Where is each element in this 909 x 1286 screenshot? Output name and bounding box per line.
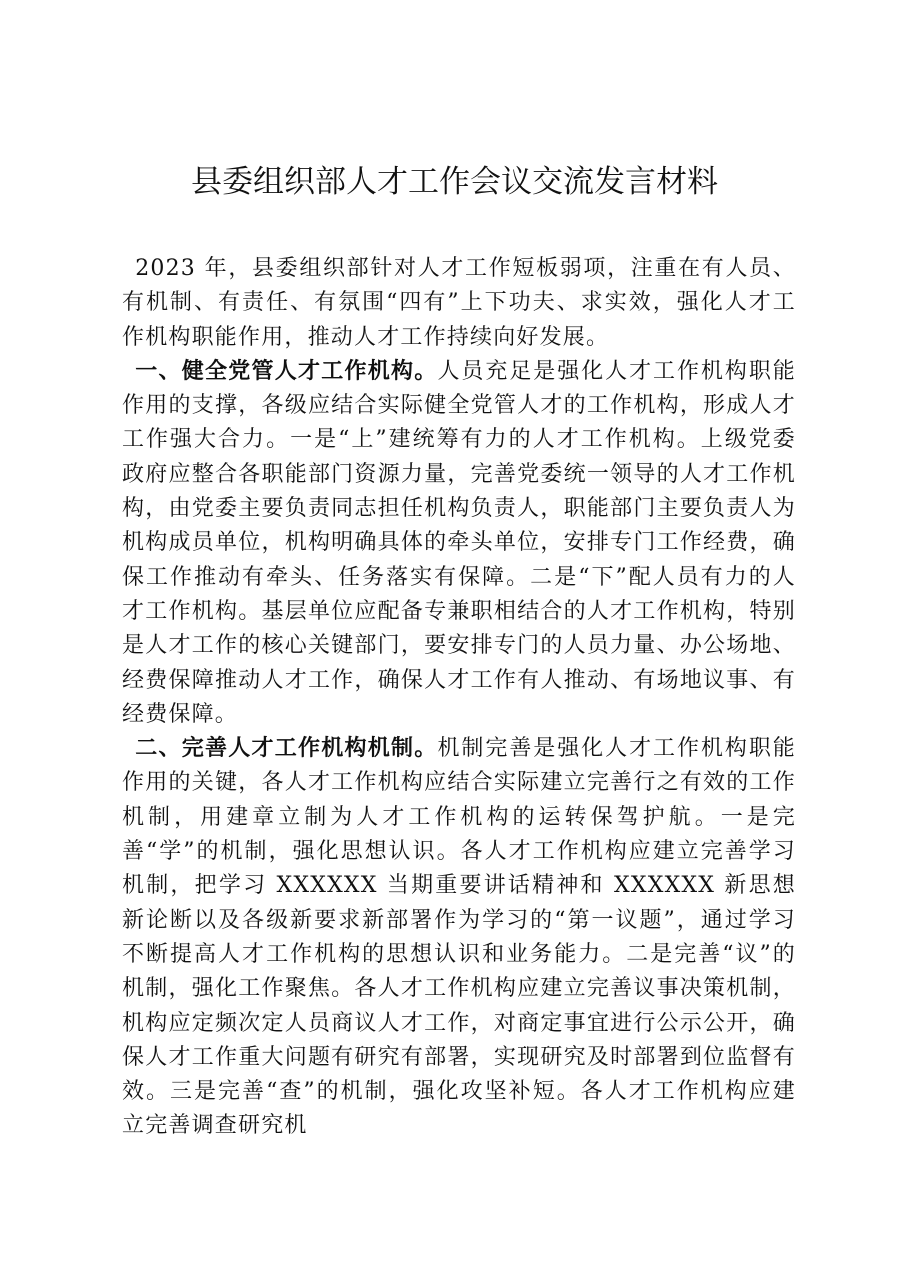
- section-1-text: 人员充足是强化人才工作机构职能作用的支撑，各级应结合实际健全党管人才的工作机构，形成人才工作强大合力。一是“上”建统筹有力的人才工作机构。上级党委政府应整合各职能部门资源力量，完善党委统一领导的人才工作机构，由党委主要负责同志担任机构负责人，职能部门主要负责人为机构成员单位，机构明确具体的牵头单位，安排专门工作经费，确保工作推动有牵头、任务落实有保障。二是“下”配人员有力的人才工作机构。基层单位应配备专兼职相结合的人才工作机构，特别是人才工作的核心关键部门，要安排专门的人员力量、办公场地、经费保障推动人才工作，确保人才工作有人推动、有场地议事、有经费保障。: [122, 358, 796, 727]
- paragraph-section-1: [122, 355, 796, 732]
- section-1-heading: 一、健全党管人才工作机构。: [135, 358, 438, 384]
- section-2-text: 机制完善是强化人才工作机构职能作用的关键，各人才工作机构应结合实际建立完善行之有效的工作机制，用建章立制为人才工作机构的运转保驾护航。一是完善“学”的机制，强化思想认识。各人才工作机构应建立完善学习机制，把学习 XXXXXX 当期重要讲话精神和 XXXXXX 新思想新论断以及各级新要求新部署作为学习的“第一议题”，通过学习不断提高人才工作机构的思想认识和业务能力。二是完善“议”的机制，强化工作聚焦。各人才工作机构应建立完善议事决策机制，机构应定频次定人员商议人才工作，对商定事宜进行公示公开，确保人才工作重大问题有研究有部署，实现研究及时部署到位监督有效。三是完善“查”的机制，强化攻坚补短。各人才工作机构应建立完善调查研究机: [122, 736, 796, 1139]
- paragraph-intro: [122, 252, 796, 355]
- paragraph-intro-text: 2023 年，县委组织部针对人才工作短板弱项，注重在有人员、有机制、有责任、有氛围“四有”上下功夫、求实效，强化人才工作机构职能作用，推动人才工作持续向好发展。: [122, 256, 796, 350]
- section-2-heading: 二、完善人才工作机构机制。: [135, 736, 438, 762]
- paragraph-section-2: [122, 732, 796, 1144]
- document-body: [122, 252, 796, 1144]
- document-title: 县委组织部人才工作会议交流发言材料: [191, 164, 718, 200]
